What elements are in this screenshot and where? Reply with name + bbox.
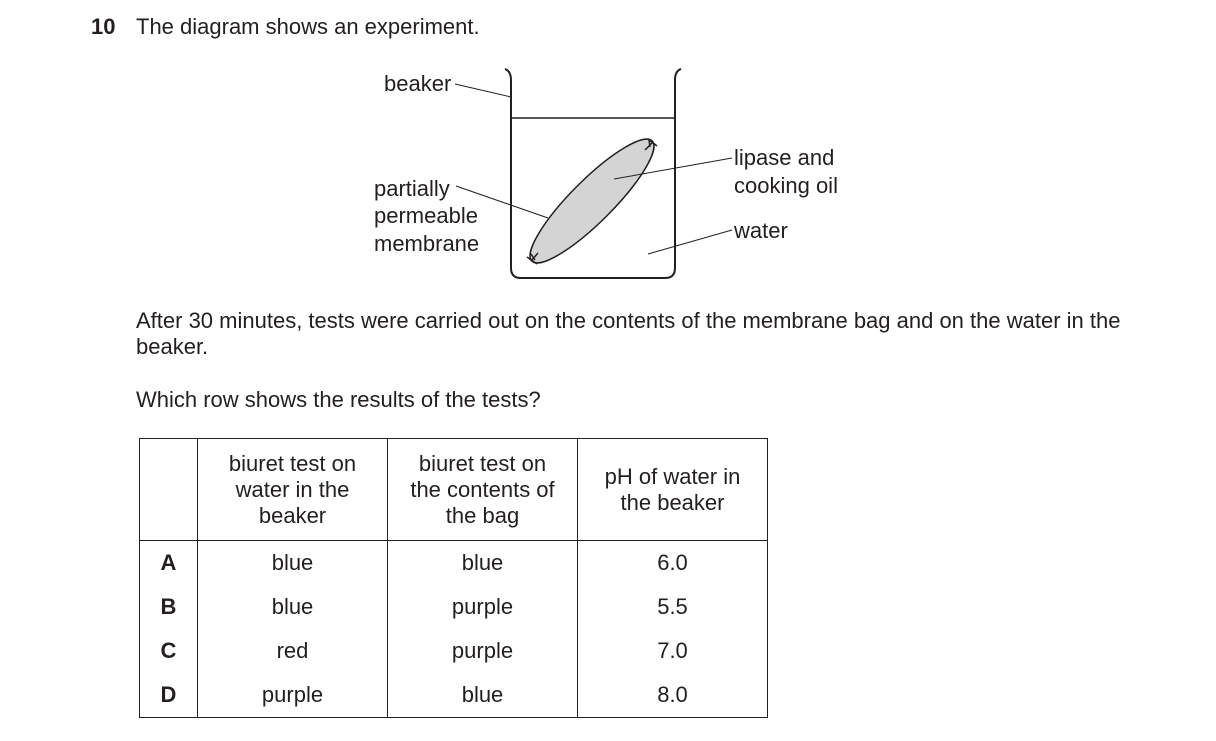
beaker [505, 69, 681, 278]
water-leader-line [648, 230, 732, 254]
table-row [140, 585, 768, 629]
membrane-bag [517, 126, 667, 276]
question-prompt: Which row shows the results of the tests? [136, 387, 541, 412]
header-ph-water: pH of water in the beaker [578, 439, 768, 541]
table-cell: blue [388, 673, 578, 718]
row-option-key: A [140, 541, 198, 586]
table-cell: purple [388, 629, 578, 673]
experiment-diagram [0, 0, 1216, 300]
row-option-key: C [140, 629, 198, 673]
table-header-row [140, 439, 768, 541]
table-row [140, 541, 768, 586]
question-paragraph-1: After 30 minutes, tests were carried out on the contents of the membrane bag and on the water in the beaker. [136, 308, 1121, 359]
table-cell: 6.0 [578, 541, 768, 586]
question-number: 10 [91, 14, 116, 39]
membrane-leader-line [456, 186, 548, 218]
beaker-leader-line [455, 84, 511, 97]
table-cell: blue [198, 541, 388, 586]
membrane-label-line1: partially [374, 176, 450, 201]
beaker-label: beaker [384, 71, 452, 96]
question-title: The diagram shows an experiment. [136, 14, 480, 39]
contents-leader-line [614, 158, 732, 179]
table-cell: 7.0 [578, 629, 768, 673]
header-biuret-bag: biuret test on the contents of the bag [388, 439, 578, 541]
table-row [140, 629, 768, 673]
membrane-label-line2: permeable [374, 203, 478, 228]
row-option-key: B [140, 585, 198, 629]
table-cell: blue [198, 585, 388, 629]
row-option-key: D [140, 673, 198, 718]
results-table [139, 438, 768, 718]
table-cell: purple [198, 673, 388, 718]
table-cell: red [198, 629, 388, 673]
contents-label-line2: cooking oil [734, 173, 838, 198]
header-blank [140, 439, 198, 541]
table-cell: purple [388, 585, 578, 629]
water-label: water [734, 218, 788, 243]
table-row [140, 673, 768, 718]
table-cell: blue [388, 541, 578, 586]
header-biuret-water: biuret test on water in the beaker [198, 439, 388, 541]
contents-label-line1: lipase and [734, 145, 835, 170]
table-cell: 8.0 [578, 673, 768, 718]
table-cell: 5.5 [578, 585, 768, 629]
membrane-label-line3: membrane [374, 231, 480, 256]
